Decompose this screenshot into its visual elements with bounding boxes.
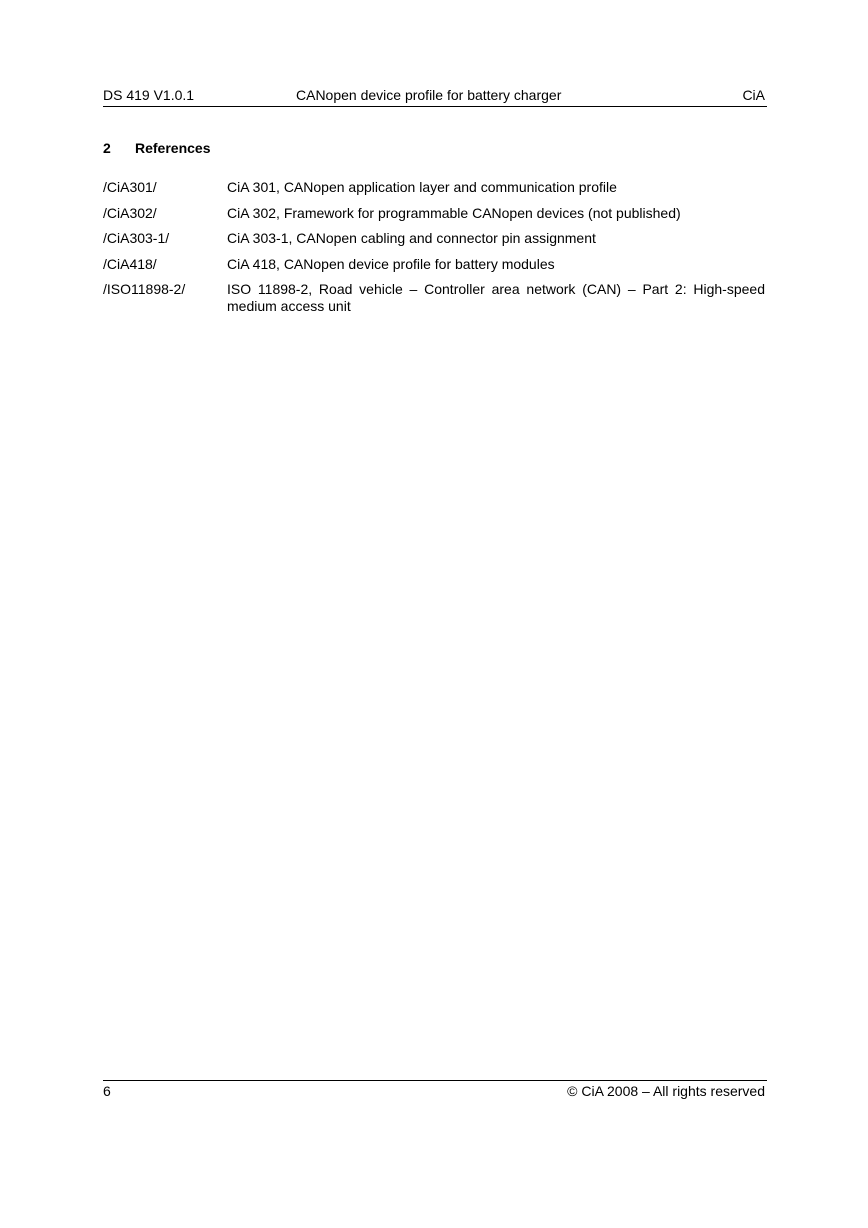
reference-row: [103, 281, 765, 315]
references-list: [103, 179, 765, 324]
document-title: CANopen device profile for battery charger: [296, 87, 562, 103]
section-heading: [103, 140, 211, 156]
reference-key: /ISO11898-2/: [103, 281, 186, 297]
reference-text: CiA 301, CANopen application layer and communication profile: [227, 179, 617, 195]
page-header: [103, 87, 767, 107]
reference-row: [103, 256, 765, 273]
page-footer: [103, 1080, 767, 1099]
copyright-notice: © CiA 2008 – All rights reserved: [567, 1083, 765, 1099]
reference-key: /CiA418/: [103, 255, 157, 272]
reference-key: /CiA302/: [103, 204, 157, 221]
section-title: References: [135, 140, 211, 156]
reference-row: [103, 205, 765, 222]
reference-text: CiA 303-1, CANopen cabling and connector pin assignment: [227, 230, 596, 246]
reference-text: CiA 418, CANopen device profile for battery modules: [227, 255, 555, 272]
reference-key: /CiA303-1/: [103, 230, 170, 246]
organization-name: CiA: [742, 87, 765, 103]
reference-text: ISO 11898-2, Road vehicle – Controller area network (CAN) – Part 2: High-speed medium access unit: [227, 281, 765, 314]
document-id: DS 419 V1.0.1: [103, 87, 195, 103]
reference-row: [103, 230, 765, 247]
reference-key: /CiA301/: [103, 179, 157, 195]
reference-row: [103, 179, 765, 196]
reference-text: CiA 302, Framework for programmable CANopen devices (not published): [227, 204, 681, 221]
section-number: 2: [103, 140, 111, 156]
page-number: 6: [103, 1083, 111, 1099]
